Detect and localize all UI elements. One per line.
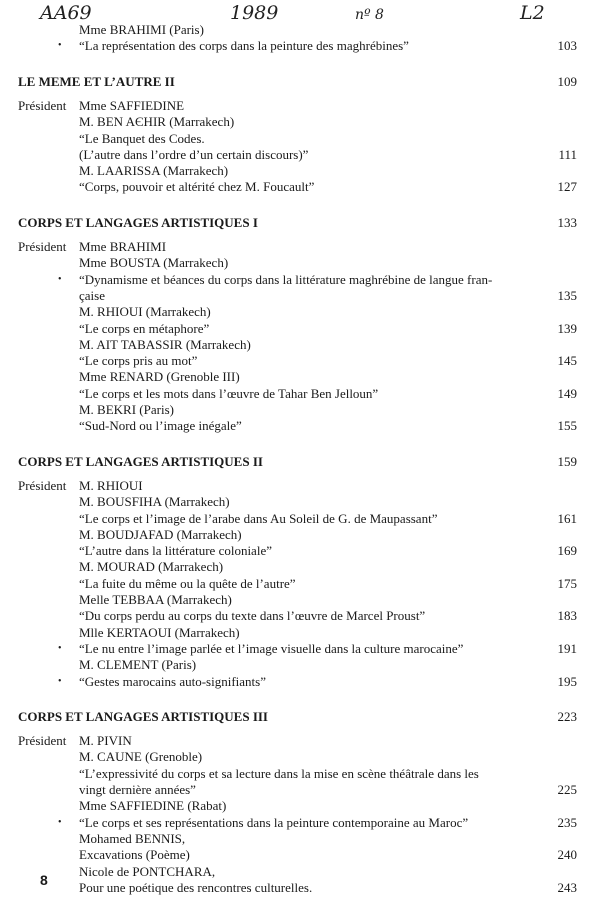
- toc-line: [0, 401, 607, 418]
- entry-text: Mme BRAHIMI (Paris): [79, 22, 204, 37]
- toc-line: [0, 352, 607, 369]
- section-heading: [0, 708, 607, 725]
- entry-text: Mme BOUSTA (Marrakech): [79, 255, 229, 271]
- toc-line: [0, 765, 607, 782]
- entry-text: “Corps, pouvoir et altérité chez M. Foucault”: [79, 179, 315, 195]
- section-title: CORPS ET LANGAGES ARTISTIQUES I: [18, 214, 258, 230]
- entry-text: vingt dernière années”: [79, 782, 196, 797]
- toc-line: [0, 640, 607, 657]
- toc-line: [0, 178, 607, 195]
- toc-line: [0, 254, 607, 271]
- entry-text: Mme SAFFIEDINE (Rabat): [79, 798, 227, 814]
- entry-text: “Le Banquet des Codes.: [79, 130, 205, 146]
- section-heading: [0, 73, 607, 90]
- entry-text: Pour une poétique des rencontres culturelles.: [79, 879, 313, 895]
- entry-text: “Le corps pris au mot”: [79, 353, 198, 369]
- entry-text: “Le corps en métaphore”: [79, 320, 210, 336]
- toc-line: [0, 797, 607, 814]
- page-ref: 240: [557, 847, 577, 863]
- entry-text: “L’autre dans la littérature coloniale”: [79, 543, 272, 559]
- page-ref: 155: [557, 418, 577, 434]
- toc-line: [0, 591, 607, 608]
- entry-text: M. BEN AЄHIR (Marrakech): [79, 114, 235, 130]
- toc-line: [0, 624, 607, 641]
- entry-text: Mme SAFFIEDINE: [79, 97, 185, 113]
- entry-text: M. CLEMENT (Paris): [79, 657, 197, 673]
- toc-line: [0, 271, 607, 288]
- toc-line: [0, 336, 607, 353]
- page-ref: 161: [557, 510, 577, 526]
- entry-text: Mme BRAHIMI: [79, 239, 167, 254]
- toc-line: [0, 493, 607, 510]
- handwritten-a: AA69: [40, 2, 92, 24]
- toc-line: [0, 320, 607, 337]
- toc-line: [0, 130, 607, 147]
- toc-line: [0, 748, 607, 765]
- page-ref: 159: [557, 453, 577, 469]
- entry-text: M. MOURAD (Marrakech): [79, 559, 224, 575]
- toc-line: [0, 781, 607, 798]
- page-ref: 111: [558, 146, 577, 162]
- entry-text: Mohamed BENNIS,: [79, 830, 186, 846]
- page-ref: 139: [557, 320, 577, 336]
- handwritten-b: 1989: [230, 2, 279, 24]
- toc-line: [0, 113, 607, 130]
- toc-line: [0, 673, 607, 690]
- toc-line: [0, 879, 607, 896]
- toc-line: [0, 368, 607, 385]
- margin-mark: •: [58, 642, 62, 654]
- toc-line: [0, 542, 607, 559]
- page-ref: 149: [557, 385, 577, 401]
- section-title: CORPS ET LANGAGES ARTISTIQUES II: [18, 453, 263, 469]
- page-ref: 103: [557, 38, 577, 54]
- page-ref: 243: [557, 879, 577, 895]
- entry-text: “La fuite du même ou la quête de l’autre”: [79, 575, 296, 591]
- toc-line: [0, 417, 607, 434]
- entry-text: Melle TEBBAA (Marrakech): [79, 592, 232, 607]
- entry-text: M. CAUNE (Grenoble): [79, 749, 203, 765]
- toc-line: [0, 830, 607, 847]
- margin-mark: •: [58, 816, 62, 828]
- margin-mark: •: [58, 40, 62, 52]
- section-title: CORPS ET LANGAGES ARTISTIQUES III: [18, 708, 268, 724]
- margin-mark: •: [58, 273, 62, 285]
- toc-line: [0, 146, 607, 163]
- entry-text: M. BOUDJAFAD (Marrakech): [79, 526, 242, 542]
- entry-text: “Le corps et l’image de l’arabe dans Au Soleil de G. de Maupassant”: [79, 510, 438, 526]
- section-title: LE MEME ET L’AUTRE II: [18, 73, 175, 89]
- toc-line: [0, 732, 607, 749]
- page-ref: 145: [557, 353, 577, 369]
- entry-text: M. LAARISSA (Marrakech): [79, 163, 229, 179]
- entry-text: “La représentation des corps dans la peinture des maghrébines”: [79, 38, 409, 54]
- entry-text: M. BOUSFIHA (Marrakech): [79, 494, 230, 510]
- toc-line: [0, 575, 607, 592]
- toc-line: [0, 863, 607, 880]
- entry-text: M. AIT TABASSIR (Marrakech): [79, 336, 251, 352]
- handwritten-c: nº 8: [355, 7, 384, 23]
- page-number: 8: [40, 872, 48, 888]
- toc-line: [0, 477, 607, 494]
- entry-text: M. BEKRI (Paris): [79, 402, 174, 417]
- page-ref: 175: [557, 575, 577, 591]
- entry-text: Excavations (Poème): [79, 847, 190, 863]
- toc-line: [0, 21, 607, 38]
- margin-mark: •: [58, 675, 62, 687]
- page-ref: 225: [557, 782, 577, 797]
- toc-line: [0, 37, 607, 54]
- president-label: Président: [18, 239, 67, 254]
- entry-text: M. RHIOUI: [79, 477, 143, 493]
- entry-text: Nicole de PONTCHARA,: [79, 863, 216, 879]
- toc-line: [0, 846, 607, 863]
- toc-line: [0, 510, 607, 527]
- page-ref: 183: [557, 608, 577, 624]
- page-ref: 127: [557, 179, 577, 195]
- entry-text: (L’autre dans l’ordre d’un certain discours)”: [79, 146, 309, 162]
- president-label: Président: [18, 733, 67, 749]
- president-label: Président: [18, 477, 67, 493]
- toc-line: [0, 656, 607, 673]
- page-ref: 191: [557, 640, 577, 656]
- entry-text: “Le corps et ses représentations dans la peinture contemporaine au Maroc”: [79, 814, 469, 830]
- section-heading: [0, 453, 607, 470]
- page-ref: 169: [557, 543, 577, 559]
- toc-line: [0, 303, 607, 320]
- toc-line: [0, 385, 607, 402]
- entry-text: çaise: [79, 287, 105, 303]
- page-ref: 135: [557, 287, 577, 303]
- entry-text: “Le corps et les mots dans l’œuvre de Tahar Ben Jelloun”: [79, 385, 379, 401]
- entry-text: M. RHIOUI (Marrakech): [79, 304, 211, 320]
- page-ref: 235: [557, 814, 577, 830]
- toc-line: [0, 162, 607, 179]
- toc-line: [0, 558, 607, 575]
- entry-text: “Sud-Nord ou l’image inégale”: [79, 418, 242, 434]
- toc-line: [0, 238, 607, 255]
- toc-line: [0, 814, 607, 831]
- page-ref: 109: [557, 73, 577, 89]
- section-heading: [0, 214, 607, 231]
- entry-text: “L’expressivité du corps et sa lecture dans la mise en scène théâtrale dans les: [79, 765, 479, 781]
- page-ref: 223: [557, 708, 577, 724]
- toc-line: [0, 97, 607, 114]
- toc-line: [0, 526, 607, 543]
- entry-text: “Dynamisme et béances du corps dans la littérature maghrébine de langue fran-: [79, 271, 493, 287]
- entry-text: Mlle KERTAOUI (Marrakech): [79, 624, 240, 640]
- page-ref: 195: [557, 673, 577, 689]
- entry-text: “Gestes marocains auto-signifiants”: [79, 673, 266, 689]
- entry-text: Mme RENARD (Grenoble III): [79, 369, 240, 385]
- toc-line: [0, 287, 607, 304]
- toc-line: [0, 607, 607, 624]
- entry-text: “Le nu entre l’image parlée et l’image visuelle dans la culture marocaine”: [79, 640, 464, 656]
- entry-text: “Du corps perdu au corps du texte dans l’œuvre de Marcel Proust”: [79, 608, 426, 624]
- handwritten-d: L2: [520, 2, 545, 24]
- page-ref: 133: [557, 214, 577, 230]
- entry-text: M. PIVIN: [79, 733, 132, 749]
- president-label: Président: [18, 97, 67, 113]
